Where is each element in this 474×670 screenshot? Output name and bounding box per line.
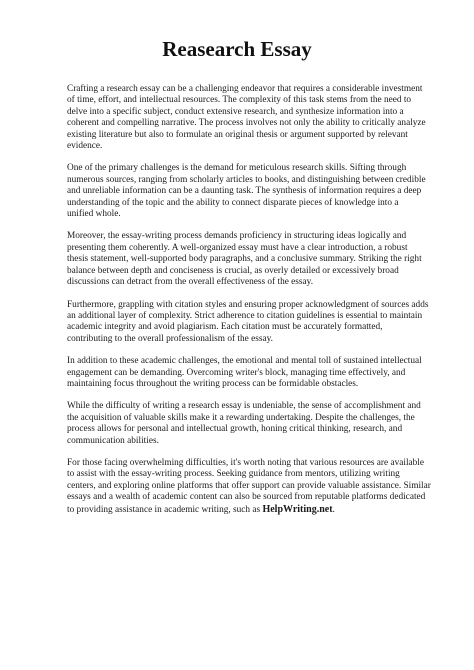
paragraph-6: [67, 401, 419, 447]
document-title: Reasearch Essay: [162, 37, 312, 61]
text-line: For those facing overwhelming difficulties, it's worth noting that various resources are available: [67, 457, 425, 468]
brand-name: HelpWriting.net: [262, 503, 333, 515]
text-line: delve into a specific subject, conduct extensive research, and synthesize information into a: [67, 106, 404, 117]
text-line: One of the primary challenges is the demand for meticulous research skills. Sifting through: [67, 163, 407, 174]
text-line: and unreliable information can be a daunting task. The synthesis of information requires a deep: [67, 186, 422, 197]
text-line: engagement can be demanding. Overcoming writer's block, managing time effectively, and: [67, 367, 406, 378]
text-line: Furthermore, grappling with citation styles and ensuring proper acknowledgment of sources adds: [67, 299, 429, 310]
text-line: of time, effort, and intellectual resources. The complexity of this task stems from the need to: [67, 95, 412, 106]
text-line: Moreover, the essay-writing process demands proficiency in structuring ideas logically and: [67, 231, 407, 242]
text-line: Crafting a research essay can be a challenging endeavor that requires a considerable investment: [67, 84, 423, 94]
text-line: an additional layer of complexity. Strict adherence to citation guidelines is essential to maintain: [67, 310, 423, 321]
paragraph-3: [67, 231, 422, 288]
text-line: discussions can detract from the overall effectiveness of the essay.: [67, 277, 314, 288]
final-line-punctuation: .: [332, 504, 335, 515]
text-line: contributing to the overall professionalism of the essay.: [67, 333, 273, 344]
text-line: to assist with the essay-writing process. Seeking guidance from mentors, utilizing writing: [67, 469, 400, 480]
text-line: coherent and compelling narrative. The process involves not only the ability to critically analyze: [67, 118, 426, 129]
text-line: essays and a wealth of academic content can also be sourced from reputable platforms dedicated: [67, 492, 426, 503]
paragraph-7: [67, 457, 431, 516]
text-line: process allows for personal and intellectual growth, honing critical thinking, research, and: [67, 424, 403, 435]
text-line: maintaining focus throughout the writing process can be formidable obstacles.: [67, 378, 359, 389]
paragraph-2: [67, 163, 426, 220]
text-line: balance between depth and conciseness is crucial, as overly detailed or excessively broad: [67, 265, 399, 276]
text-line: evidence.: [67, 141, 103, 152]
paragraph-4: [67, 299, 429, 346]
paragraph-5: [67, 356, 422, 390]
text-line: In addition to these academic challenges, the emotional and mental toll of sustained intellectual: [67, 356, 422, 367]
text-line: thesis statement, well-supported body paragraphs, and a conclusive summary. Striking the right: [67, 254, 422, 265]
text-line: existing literature but also to formulate an original thesis or argument supported by relevant: [67, 129, 408, 140]
text-line: While the difficulty of writing a research essay is undeniable, the sense of accomplishment and: [67, 401, 421, 412]
final-line-text: to providing assistance in academic writing, such as: [67, 504, 263, 515]
text-line: numerous sources, ranging from scholarly articles to books, and distinguishing between credible: [67, 174, 426, 185]
text-line: understanding of the topic and the ability to connect disparate pieces of knowledge into a: [67, 197, 399, 208]
text-line: the acquisition of valuable skills make it a rewarding undertaking. Despite the challenges, the: [67, 412, 415, 423]
text-line: communication abilities.: [67, 435, 159, 446]
text-line: presenting them coherently. A well-organized essay must have a clear introduction, a robust: [67, 242, 408, 253]
text-line: centers, and exploring online platforms that offer support can provide valuable assistance. Similar: [67, 480, 431, 491]
paragraph-1: [67, 84, 426, 152]
final-line: [67, 504, 419, 516]
text-line: unified whole.: [67, 209, 121, 220]
document-body: [67, 84, 431, 527]
text-line: academic integrity and avoid plagiarism. Each citation must be accurately formatted,: [67, 322, 383, 333]
